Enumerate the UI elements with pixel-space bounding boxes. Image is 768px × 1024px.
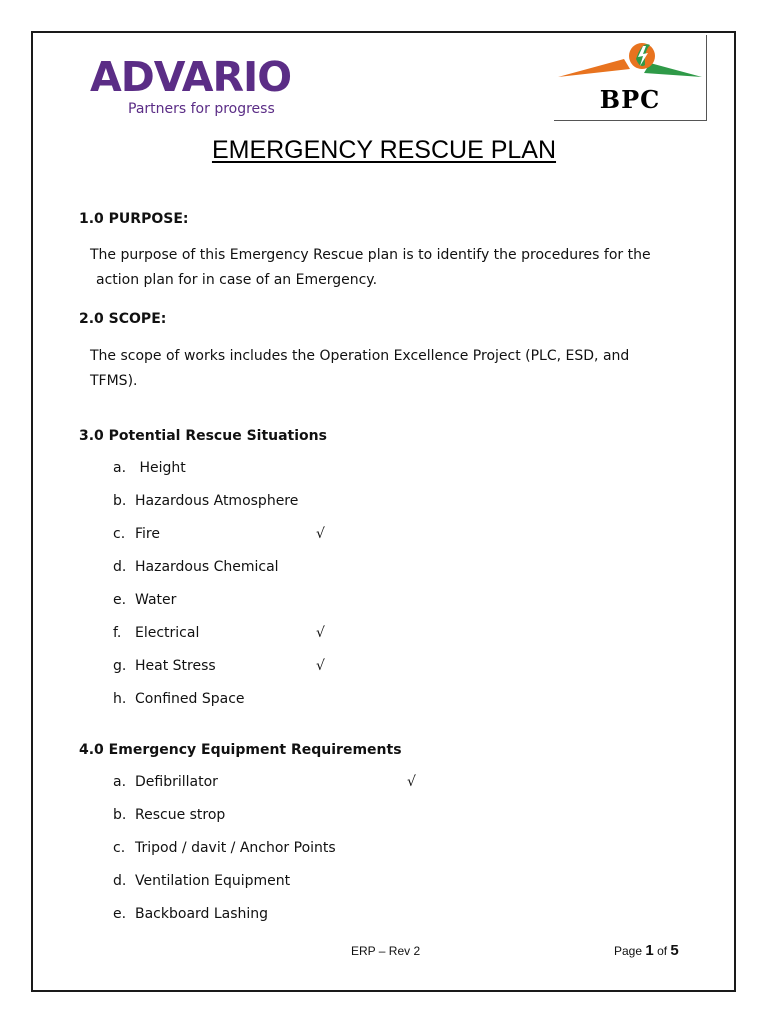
situations-item [113, 658, 216, 674]
equipment-item [113, 906, 268, 922]
situations-item [113, 526, 160, 542]
check-mark-icon: √ [316, 625, 325, 641]
list-item-label: Heat Stress [135, 658, 216, 674]
purpose-heading: 1.0 PURPOSE: [79, 211, 189, 227]
footer-page-current: 1 [645, 942, 654, 959]
situations-item [113, 691, 245, 707]
advario-tagline: Partners for progress [128, 101, 275, 117]
list-item-label: Hazardous Atmosphere [135, 493, 299, 509]
purpose-text-line-1: The purpose of this Emergency Rescue plan is to identify the procedures for the [90, 247, 651, 263]
situations-item [113, 559, 279, 575]
list-item-label: Defibrillator [135, 774, 218, 790]
list-item-label: Electrical [135, 625, 200, 641]
list-marker: c. [113, 840, 126, 856]
equipment-item [113, 807, 225, 823]
document-title: EMERGENCY RESCUE PLAN [211, 136, 557, 164]
situations-item [113, 625, 199, 641]
footer-page-total: 5 [670, 942, 679, 959]
list-item-label: Fire [135, 526, 160, 542]
situations-item [113, 460, 186, 476]
list-marker: a. [113, 460, 127, 476]
purpose-text-line-2: action plan for in case of an Emergency. [96, 272, 378, 288]
scope-text-line-1: The scope of works includes the Operation Excellence Project (PLC, ESD, and [90, 348, 630, 364]
equipment-heading: 4.0 Emergency Equipment Requirements [79, 742, 402, 758]
list-marker: g. [113, 658, 127, 674]
list-marker: b. [113, 493, 127, 509]
situations-item [113, 493, 298, 509]
list-marker: h. [113, 691, 127, 707]
advario-logo-word: ADVARIO [90, 53, 292, 101]
list-item-label: Height [135, 460, 186, 476]
scope-heading: 2.0 SCOPE: [79, 311, 167, 327]
list-marker: d. [113, 559, 127, 575]
footer-page-number [614, 942, 679, 959]
list-marker: f. [113, 625, 122, 641]
footer-doc-ref: ERP – Rev 2 [351, 944, 421, 958]
equipment-item [113, 774, 218, 790]
check-mark-icon: √ [407, 774, 416, 790]
advario-logo [90, 53, 292, 117]
footer-of-word: of [657, 944, 668, 958]
equipment-item [113, 873, 290, 889]
check-mark-icon: √ [316, 658, 325, 674]
list-item-label: Hazardous Chemical [135, 559, 279, 575]
list-marker: a. [113, 774, 127, 790]
situations-item [113, 592, 176, 608]
list-item-label: Confined Space [135, 691, 245, 707]
bpc-logo-text: BPC [599, 85, 661, 114]
list-item-label: Backboard Lashing [135, 906, 269, 922]
bpc-logo [554, 35, 707, 121]
list-item-label: Ventilation Equipment [135, 873, 291, 889]
check-mark-icon: √ [316, 526, 325, 542]
list-marker: e. [113, 592, 127, 608]
scope-text-line-2: TFMS). [90, 373, 138, 389]
list-marker: b. [113, 807, 127, 823]
list-marker: e. [113, 906, 127, 922]
list-marker: d. [113, 873, 127, 889]
situations-heading: 3.0 Potential Rescue Situations [79, 428, 327, 444]
list-marker: c. [113, 526, 126, 542]
footer-page-word: Page [614, 944, 643, 958]
list-item-label: Tripod / davit / Anchor Points [135, 840, 336, 856]
list-item-label: Water [135, 592, 177, 608]
list-item-label: Rescue strop [135, 807, 226, 823]
equipment-item [113, 840, 336, 856]
